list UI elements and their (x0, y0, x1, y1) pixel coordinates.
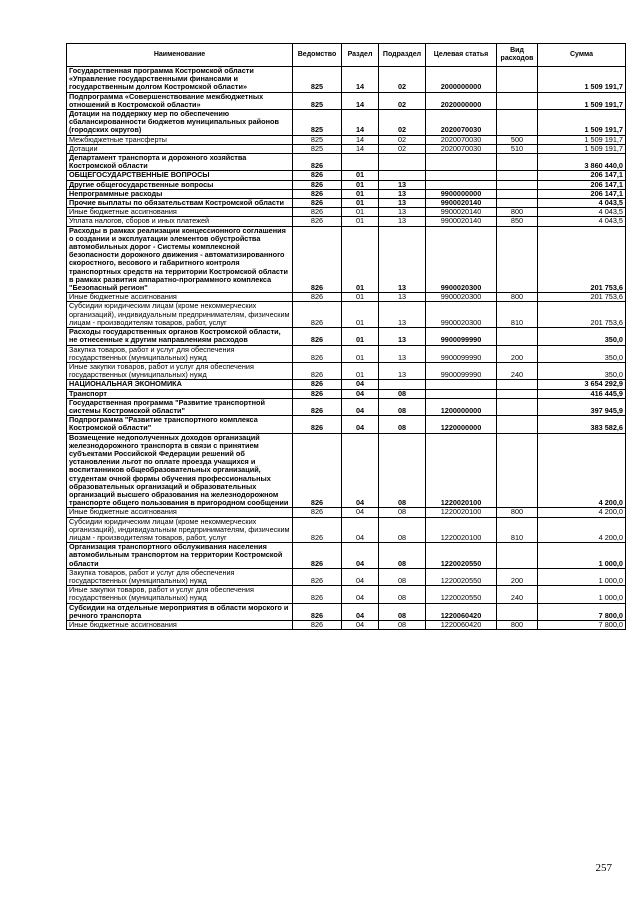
cell-dept: 826 (293, 328, 342, 345)
cell-exptype (497, 226, 538, 293)
cell-exptype: 800 (497, 293, 538, 302)
cell-target (426, 380, 497, 389)
cell-subsection: 02 (379, 110, 426, 136)
cell-section: 04 (342, 568, 379, 585)
table-body (67, 67, 626, 630)
cell-dept: 826 (293, 380, 342, 389)
cell-dept: 826 (293, 508, 342, 517)
cell-exptype (497, 389, 538, 398)
cell-target: 2000000000 (426, 67, 497, 93)
cell-name: Государственная программа "Развитие транспортной системы Костромской области" (67, 398, 293, 415)
cell-section: 14 (342, 92, 379, 109)
cell-name: Государственная программа Костромской области «Управление государственными финансами и государственным долгом Костромской области» (67, 67, 293, 93)
cell-section: 01 (342, 208, 379, 217)
cell-exptype: 500 (497, 135, 538, 144)
cell-name: Организация транспортного обслуживания населения автомобильным транспортом на территории Костромской области (67, 543, 293, 569)
header-subsection: Подраздел (379, 44, 426, 67)
cell-exptype: 510 (497, 144, 538, 153)
cell-dept: 826 (293, 189, 342, 198)
cell-target: 2020070030 (426, 144, 497, 153)
cell-section: 01 (342, 226, 379, 293)
cell-exptype (497, 380, 538, 389)
cell-subsection: 13 (379, 180, 426, 189)
cell-exptype (497, 328, 538, 345)
cell-sum: 201 753,6 (538, 293, 626, 302)
cell-subsection: 08 (379, 389, 426, 398)
table-row (67, 345, 626, 362)
cell-exptype (497, 398, 538, 415)
cell-target (426, 180, 497, 189)
cell-sum: 397 945,9 (538, 398, 626, 415)
header-target: Целевая статья (426, 44, 497, 67)
cell-dept: 825 (293, 67, 342, 93)
cell-dept: 826 (293, 517, 342, 543)
table-row (67, 171, 626, 180)
cell-target: 2020000000 (426, 92, 497, 109)
cell-section: 14 (342, 144, 379, 153)
cell-dept: 826 (293, 586, 342, 603)
cell-dept: 826 (293, 199, 342, 208)
cell-name: Закупка товаров, работ и услуг для обеспечения государственных (муниципальных) нужд (67, 568, 293, 585)
table-row (67, 92, 626, 109)
cell-dept: 826 (293, 154, 342, 171)
cell-sum: 7 800,0 (538, 603, 626, 620)
cell-target: 9900020140 (426, 217, 497, 226)
cell-exptype: 200 (497, 345, 538, 362)
cell-target (426, 171, 497, 180)
cell-section: 04 (342, 517, 379, 543)
cell-dept: 826 (293, 389, 342, 398)
cell-target: 1220020550 (426, 568, 497, 585)
cell-name: Департамент транспорта и дорожного хозяйства Костромской области (67, 154, 293, 171)
header-sum: Сумма (538, 44, 626, 67)
cell-subsection: 08 (379, 586, 426, 603)
cell-sum: 1 000,0 (538, 568, 626, 585)
cell-subsection: 13 (379, 362, 426, 379)
cell-subsection: 08 (379, 433, 426, 508)
cell-section: 01 (342, 328, 379, 345)
cell-target: 9900020300 (426, 302, 497, 328)
cell-target: 9900020140 (426, 208, 497, 217)
cell-exptype (497, 154, 538, 171)
cell-subsection: 08 (379, 621, 426, 630)
cell-section: 14 (342, 67, 379, 93)
cell-exptype (497, 67, 538, 93)
cell-subsection: 08 (379, 603, 426, 620)
cell-section: 01 (342, 293, 379, 302)
cell-subsection: 13 (379, 328, 426, 345)
header-exptype: Вид расходов (497, 44, 538, 67)
table-row (67, 110, 626, 136)
cell-exptype (497, 92, 538, 109)
cell-exptype: 810 (497, 302, 538, 328)
cell-name: Возмещение недополученных доходов организаций железнодорожного транспорта в связи с принятием субъектами Российской Федерации решений об установлении льгот по оплате проезда учащихся и воспитанников общеобразовательных организаций, студентам очной формы обучения профессиональных образовательных организаций и образовательных организаций высшего образования на железнодорожном транспорте общего пользования в пригородном сообщении (67, 433, 293, 508)
cell-sum: 4 200,0 (538, 508, 626, 517)
cell-exptype (497, 110, 538, 136)
cell-sum: 1 000,0 (538, 543, 626, 569)
table-row (67, 603, 626, 620)
cell-subsection: 02 (379, 135, 426, 144)
cell-sum: 4 043,5 (538, 217, 626, 226)
cell-target: 9900099990 (426, 345, 497, 362)
cell-sum: 4 200,0 (538, 517, 626, 543)
cell-target: 9900020300 (426, 226, 497, 293)
cell-sum: 1 000,0 (538, 586, 626, 603)
cell-subsection (379, 154, 426, 171)
cell-exptype (497, 543, 538, 569)
table-row (67, 621, 626, 630)
page-number: 257 (595, 862, 612, 874)
cell-exptype (497, 171, 538, 180)
cell-section: 04 (342, 380, 379, 389)
cell-sum: 1 509 191,7 (538, 92, 626, 109)
cell-name: Межбюджетные трансферты (67, 135, 293, 144)
cell-exptype: 800 (497, 621, 538, 630)
cell-dept: 826 (293, 345, 342, 362)
cell-dept: 826 (293, 398, 342, 415)
cell-name: Непрограммные расходы (67, 189, 293, 198)
cell-name: Иные бюджетные ассигнования (67, 508, 293, 517)
cell-section: 04 (342, 398, 379, 415)
cell-subsection: 13 (379, 226, 426, 293)
cell-name: Иные бюджетные ассигнования (67, 208, 293, 217)
cell-section: 01 (342, 189, 379, 198)
cell-section: 04 (342, 603, 379, 620)
cell-dept: 826 (293, 621, 342, 630)
cell-sum: 1 509 191,7 (538, 67, 626, 93)
cell-dept: 826 (293, 603, 342, 620)
cell-target: 1220000000 (426, 416, 497, 433)
cell-name: НАЦИОНАЛЬНАЯ ЭКОНОМИКА (67, 380, 293, 389)
cell-target: 1200000000 (426, 398, 497, 415)
cell-target: 2020070030 (426, 110, 497, 136)
cell-subsection: 13 (379, 345, 426, 362)
cell-target: 1220060420 (426, 621, 497, 630)
cell-subsection: 08 (379, 517, 426, 543)
cell-exptype: 240 (497, 586, 538, 603)
cell-sum: 7 800,0 (538, 621, 626, 630)
cell-subsection: 13 (379, 217, 426, 226)
cell-exptype (497, 180, 538, 189)
cell-subsection: 13 (379, 293, 426, 302)
cell-sum: 1 509 191,7 (538, 110, 626, 136)
cell-sum: 383 582,6 (538, 416, 626, 433)
table-header-row (67, 44, 626, 67)
cell-target: 1220060420 (426, 603, 497, 620)
cell-dept: 826 (293, 302, 342, 328)
cell-exptype: 810 (497, 517, 538, 543)
table-row (67, 433, 626, 508)
cell-name: Прочие выплаты по обязательствам Костромской области (67, 199, 293, 208)
table-row (67, 508, 626, 517)
table-row (67, 135, 626, 144)
cell-sum: 416 445,9 (538, 389, 626, 398)
cell-subsection: 02 (379, 144, 426, 153)
cell-dept: 826 (293, 226, 342, 293)
cell-sum: 206 147,1 (538, 189, 626, 198)
cell-dept: 825 (293, 110, 342, 136)
cell-section: 14 (342, 135, 379, 144)
cell-name: Субсидии юридическим лицам (кроме некоммерческих организаций), индивидуальным предпринимателям, физическим лицам - производителям товаров, работ, услуг (67, 517, 293, 543)
cell-exptype: 800 (497, 208, 538, 217)
cell-dept: 826 (293, 171, 342, 180)
cell-dept: 826 (293, 568, 342, 585)
cell-section: 04 (342, 586, 379, 603)
cell-section: 01 (342, 345, 379, 362)
cell-name: Иные бюджетные ассигнования (67, 621, 293, 630)
table-row (67, 389, 626, 398)
table-row (67, 398, 626, 415)
table-row (67, 362, 626, 379)
cell-sum: 206 147,1 (538, 180, 626, 189)
cell-name: Расходы государственных органов Костромской области, не отнесенные к другим направлениям расходов (67, 328, 293, 345)
cell-section: 04 (342, 416, 379, 433)
cell-name: Дотации на поддержку мер по обеспечению сбалансированности бюджетов муниципальных районов (городских округов) (67, 110, 293, 136)
cell-dept: 825 (293, 144, 342, 153)
table-row (67, 543, 626, 569)
cell-section: 01 (342, 199, 379, 208)
cell-sum: 206 147,1 (538, 171, 626, 180)
cell-target (426, 154, 497, 171)
cell-name: Иные закупки товаров, работ и услуг для обеспечения государственных (муниципальных) нужд (67, 362, 293, 379)
cell-dept: 826 (293, 217, 342, 226)
cell-section: 04 (342, 621, 379, 630)
cell-sum: 201 753,6 (538, 226, 626, 293)
cell-dept: 826 (293, 543, 342, 569)
cell-section: 04 (342, 389, 379, 398)
cell-sum: 4 043,5 (538, 208, 626, 217)
cell-name: Подпрограмма «Совершенствование межбюджетных отношений в Костромской области» (67, 92, 293, 109)
cell-dept: 826 (293, 293, 342, 302)
cell-dept: 826 (293, 433, 342, 508)
cell-name: Дотации (67, 144, 293, 153)
cell-subsection: 08 (379, 508, 426, 517)
cell-section: 04 (342, 508, 379, 517)
cell-name: Субсидии на отдельные мероприятия в области морского и речного транспорта (67, 603, 293, 620)
cell-target: 1220020100 (426, 508, 497, 517)
cell-section: 04 (342, 433, 379, 508)
cell-dept: 825 (293, 92, 342, 109)
cell-exptype: 200 (497, 568, 538, 585)
cell-sum: 201 753,6 (538, 302, 626, 328)
cell-subsection: 02 (379, 92, 426, 109)
table-row (67, 154, 626, 171)
cell-dept: 825 (293, 135, 342, 144)
cell-target: 1220020100 (426, 517, 497, 543)
cell-target: 9900099990 (426, 328, 497, 345)
cell-exptype: 800 (497, 508, 538, 517)
cell-subsection (379, 171, 426, 180)
cell-name: Иные закупки товаров, работ и услуг для обеспечения государственных (муниципальных) нужд (67, 586, 293, 603)
budget-table (66, 43, 626, 630)
cell-name: ОБЩЕГОСУДАРСТВЕННЫЕ ВОПРОСЫ (67, 171, 293, 180)
cell-sum: 3 654 292,9 (538, 380, 626, 389)
table-row (67, 226, 626, 293)
table-row (67, 416, 626, 433)
cell-name: Подпрограмма "Развитие транспортного комплекса Костромской области" (67, 416, 293, 433)
header-name: Наименование (67, 44, 293, 67)
cell-sum: 4 200,0 (538, 433, 626, 508)
cell-section: 01 (342, 217, 379, 226)
table-row (67, 517, 626, 543)
cell-subsection: 13 (379, 208, 426, 217)
cell-section: 01 (342, 171, 379, 180)
cell-subsection: 13 (379, 199, 426, 208)
cell-name: Закупка товаров, работ и услуг для обеспечения государственных (муниципальных) нужд (67, 345, 293, 362)
cell-section: 01 (342, 180, 379, 189)
cell-dept: 826 (293, 362, 342, 379)
cell-subsection (379, 380, 426, 389)
cell-section: 01 (342, 302, 379, 328)
cell-sum: 1 509 191,7 (538, 135, 626, 144)
cell-sum: 4 043,5 (538, 199, 626, 208)
cell-sum: 350,0 (538, 362, 626, 379)
table-row (67, 217, 626, 226)
cell-subsection: 08 (379, 568, 426, 585)
cell-target: 9900020300 (426, 293, 497, 302)
cell-section: 04 (342, 543, 379, 569)
cell-target: 1220020550 (426, 586, 497, 603)
cell-subsection: 08 (379, 416, 426, 433)
cell-section: 01 (342, 362, 379, 379)
cell-target: 2020070030 (426, 135, 497, 144)
cell-section (342, 154, 379, 171)
cell-name: Уплата налогов, сборов и иных платежей (67, 217, 293, 226)
cell-target: 9900099990 (426, 362, 497, 379)
table-row (67, 380, 626, 389)
cell-exptype (497, 603, 538, 620)
cell-sum: 350,0 (538, 328, 626, 345)
cell-subsection: 13 (379, 302, 426, 328)
cell-exptype (497, 189, 538, 198)
cell-sum: 350,0 (538, 345, 626, 362)
cell-name: Расходы в рамках реализации концессионного соглашения о создании и эксплуатации элементов обустройства автомобильных дорог - Системы комплексной безопасности дорожного движения - автоматизированного скоростного, весового и габаритного контроля транспортных средств на территории Костромской области в рамках развития аппаратно-программного комплекса "Безопасный регион" (67, 226, 293, 293)
cell-dept: 826 (293, 208, 342, 217)
cell-exptype (497, 416, 538, 433)
cell-subsection: 13 (379, 189, 426, 198)
cell-target: 1220020100 (426, 433, 497, 508)
cell-sum: 3 860 440,0 (538, 154, 626, 171)
cell-name: Другие общегосударственные вопросы (67, 180, 293, 189)
cell-target (426, 389, 497, 398)
table-row (67, 180, 626, 189)
table-row (67, 568, 626, 585)
cell-sum: 1 509 191,7 (538, 144, 626, 153)
cell-name: Субсидии юридическим лицам (кроме некоммерческих организаций), индивидуальным предпринимателям, физическим лицам - производителям товаров, работ, услуг (67, 302, 293, 328)
cell-name: Иные бюджетные ассигнования (67, 293, 293, 302)
cell-exptype (497, 433, 538, 508)
header-dept: Ведомство (293, 44, 342, 67)
table-row (67, 586, 626, 603)
cell-exptype: 240 (497, 362, 538, 379)
cell-name: Транспорт (67, 389, 293, 398)
cell-section: 14 (342, 110, 379, 136)
table-row (67, 302, 626, 328)
header-section: Раздел (342, 44, 379, 67)
table-row (67, 328, 626, 345)
cell-target: 1220020550 (426, 543, 497, 569)
cell-dept: 826 (293, 416, 342, 433)
cell-dept: 826 (293, 180, 342, 189)
cell-exptype: 850 (497, 217, 538, 226)
cell-subsection: 08 (379, 543, 426, 569)
cell-target: 9900000000 (426, 189, 497, 198)
cell-subsection: 08 (379, 398, 426, 415)
cell-target: 9900020140 (426, 199, 497, 208)
cell-subsection: 02 (379, 67, 426, 93)
table-row (67, 67, 626, 93)
